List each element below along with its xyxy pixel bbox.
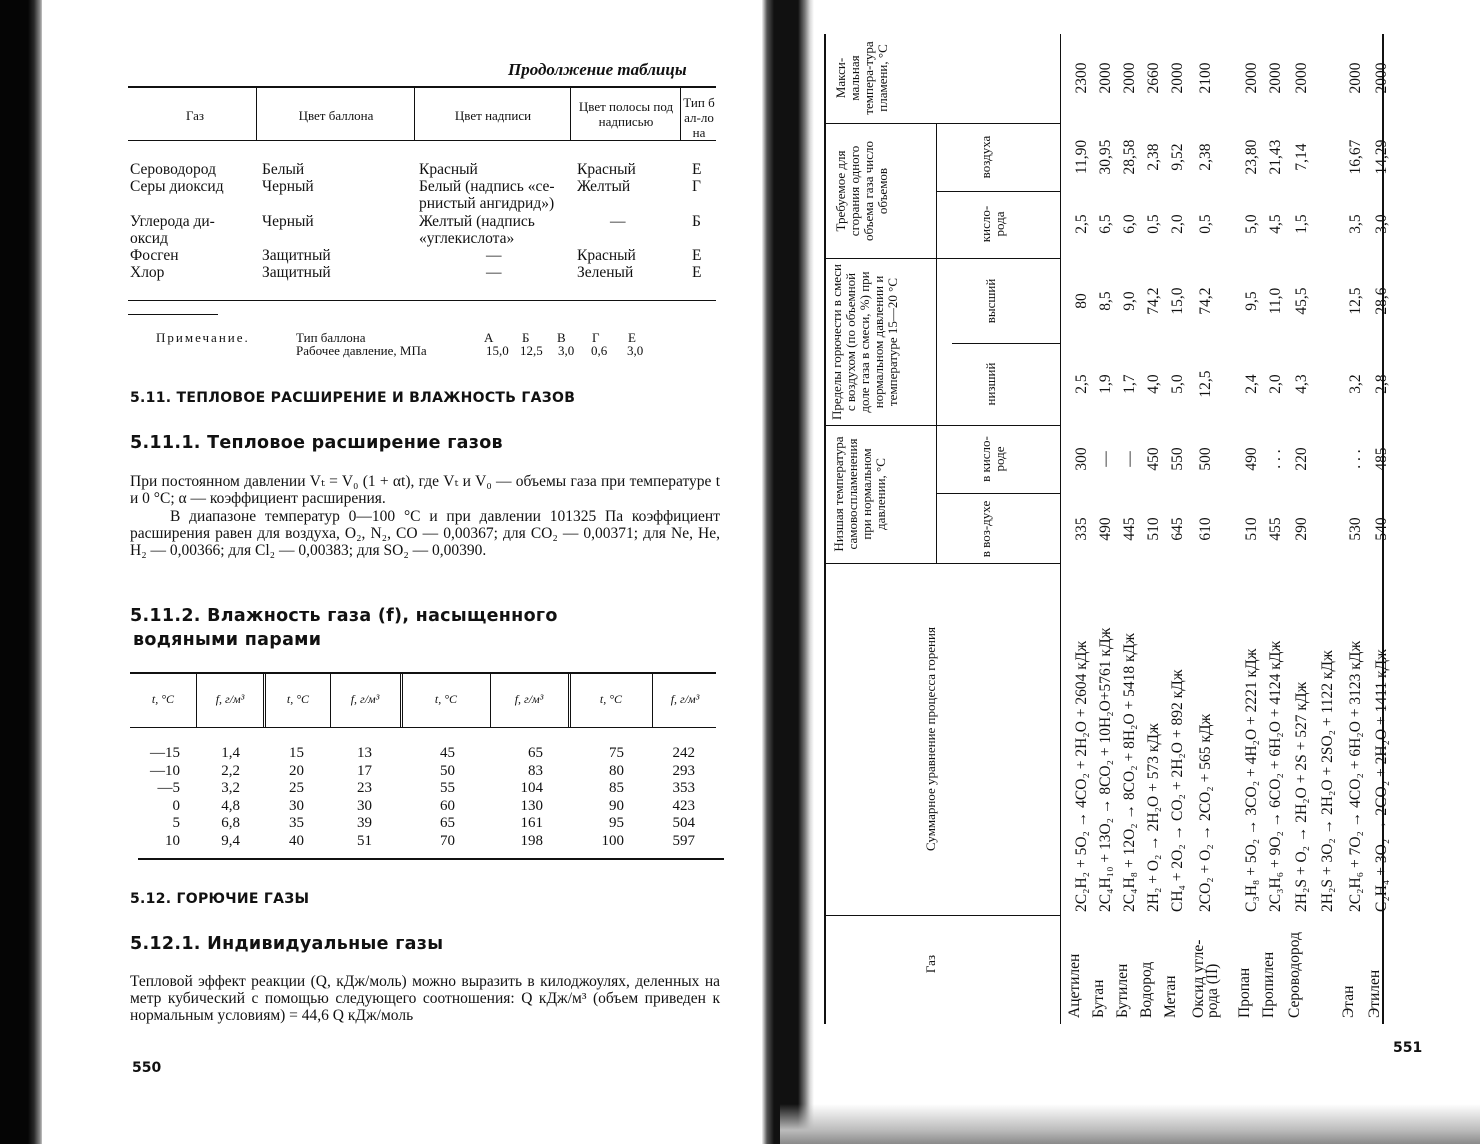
hum-cell: 39 [357,815,372,831]
header-required: Требуемое для сгорания одного объема газа число объемов [833,141,890,241]
gas-table-cell-eq: 2C₂H₆ + 7O₂ → 4CO₂ + 6H₂O + 3123 кДж [1347,640,1364,912]
gas-table-cell-ro: 6,0 [1121,214,1138,234]
header-cylinder-color: Цвет баллона [298,108,374,123]
cell-text-color: — [486,264,502,281]
gas-table-cell-ra: 23,80 [1243,139,1260,175]
gas-table-cell-ro: 2,5 [1073,214,1090,234]
gas-table-cell-lo: 4,0 [1145,374,1162,394]
gas-table-cell-gas: Пропан [1236,967,1253,1018]
gas-table-cell-ia: 455 [1267,517,1284,541]
table-rule-top [128,86,716,88]
table-col-divider [936,493,1060,494]
gas-table-cell-ra: 2,38 [1145,143,1162,171]
cell-cylinder-color: Черный [262,178,314,195]
hum-header: f, г/м³ [350,692,380,706]
hum-cell: 60 [440,797,455,814]
hum-cell: —5 [157,780,180,796]
hum-cell: 242 [672,745,695,761]
note-pressure: 15,0 [486,343,509,358]
gas-table-cell-gas: Пропилен [1260,951,1277,1018]
cell-gas: Фосген [130,247,179,264]
cell-cylinder-color: Черный [262,213,314,230]
gas-table-cell-ra: 14,29 [1373,139,1390,175]
cell-cylinder-color: Белый [262,161,305,178]
gas-table-cell-ra: 30,95 [1097,139,1114,175]
table-rule-header [128,140,716,141]
table-rule-bottom [128,300,716,301]
gas-table-cell-eq: 2H₂ + O₂ → 2H₂O + 573 кДж [1145,723,1162,912]
gas-table-cell-ro: 5,0 [1243,214,1260,234]
table-col-divider [680,88,681,140]
gas-table-cell-gas: Оксид угле-рода (II) [1190,939,1221,1018]
hum-cell: 9,4 [221,832,240,849]
gas-table-cell-fl: 2000 [1347,62,1364,94]
gas-table-cell-ra: 21,43 [1267,139,1284,175]
cell-type: Е [692,247,702,264]
note-pressure: 12,5 [520,343,543,358]
gas-table-cell-lo: 2,5 [1073,374,1090,394]
gas-table-cell-hi: 9,5 [1243,291,1260,311]
note-type: Г [592,330,600,345]
table-rule-top [130,672,716,674]
cell-gas: Хлор [130,264,165,281]
hum-header: f, г/м³ [514,692,544,706]
gas-table-cell-ia: 510 [1145,517,1162,541]
table-col-divider [824,123,1060,124]
gas-table-cell-fl: 2000 [1169,62,1186,94]
hum-cell: 65 [440,815,455,831]
hum-cell: 50 [440,762,455,779]
hum-cell: 15 [289,745,304,761]
table-subheader-rule [936,124,937,564]
gas-table-cell-ro: 2,0 [1169,214,1186,234]
section-heading: 5.12. ГОРЮЧИЕ ГАЗЫ [130,891,310,907]
gas-table-cell-lo: 5,0 [1169,374,1186,394]
hum-cell: 1,4 [221,745,240,761]
note-rule [128,314,218,315]
gas-table-cell-ra: 16,67 [1347,139,1364,175]
header-ignition: Низшая температура самовоспламенения при нормальном давлении, °С [831,436,888,552]
hum-cell: 25 [289,780,304,796]
hum-cell: —15 [150,745,180,761]
header-gas: Газ [185,108,205,123]
gas-table-cell-ia: 290 [1293,517,1310,541]
gas-table-cell-eq: 2CO₂ + O₂ → 2CO₂ + 565 кДж [1197,713,1214,912]
hum-cell: 23 [357,780,372,796]
gas-table-cell-ro: 1,5 [1293,214,1310,234]
hum-cell: 65 [528,745,543,761]
gas-table-cell-io: 485 [1373,447,1390,471]
gas-table-cell-ia: 540 [1373,517,1390,541]
cell-stripe-color: Красный [577,247,636,264]
hum-cell: 35 [289,815,304,831]
cell-text-color: — [486,247,502,264]
header-text-color: Цвет надписи [454,108,532,123]
hum-cell: 95 [609,815,624,831]
cell-gas: Серы диоксид [130,178,224,195]
gas-table-cell-fl: 2000 [1121,62,1138,94]
cell-stripe-color: — [610,213,626,230]
gas-table-cell-hi: 28,6 [1373,287,1390,315]
cell-stripe-color: Красный [577,161,636,178]
cell-type: Б [692,213,701,230]
gas-table-cell-eq: 2C₃H₆ + 9O₂ → 6CO₂ + 6H₂O + 4124 кДж [1267,640,1284,912]
header-ign-oxy: в кисло-роде [978,436,1007,482]
gas-table-cell-fl: 2000 [1293,62,1310,94]
gas-table-cell-lo: 2,8 [1373,374,1390,394]
header-flame: Макси-мальная темпера-тура пламени, °С [833,41,890,115]
gas-table-cell-lo: 4,3 [1293,374,1310,394]
gas-table-cell-ia: 645 [1169,517,1186,541]
gas-table-cell-lo: 1,7 [1121,374,1138,394]
header-equation: Суммарное уравнение процесса горения [923,627,938,851]
cell-type: Е [692,264,702,281]
gas-table-cell-eq: C₂H₄ + 3O₂ → 2CO₂ + 2H₂O + 1411 кДж [1373,649,1390,912]
hum-cell: 293 [672,762,695,779]
gas-table-cell-ro: 0,5 [1197,214,1214,234]
table-col-divider [824,425,1060,426]
note-pressure: 3,0 [627,343,644,358]
hum-cell: 90 [609,797,624,814]
hum-cell: 6,8 [221,815,240,831]
cell-text-color: Красный [419,161,478,178]
hum-cell: 353 [672,780,695,796]
cell-stripe-color: Зеленый [577,264,634,281]
hum-cell: 3,2 [221,780,240,796]
header-cylinder-type: Тип бал-лона [683,95,715,140]
header-stripe-color: Цвет полосы под надписью [578,99,674,129]
note-label: Примечание. [156,330,250,345]
gas-table-cell-eq: 2C₄H₈ + 12O₂ → 8CO₂ + 8H₂O + 5418 кДж [1121,633,1138,912]
hum-header: t, °С [286,692,310,706]
hum-cell: 161 [520,815,543,831]
gas-table-cell-lo: 1,9 [1097,374,1114,394]
note-type: Е [628,330,636,345]
continuation-title: Продолжение таблицы [508,60,687,79]
hum-header: f, г/м³ [215,692,245,706]
gas-table-cell-eq: C₃H₈ + 5O₂ → 3CO₂ + 4H₂O + 2221 кДж [1243,648,1260,912]
hum-cell: 85 [609,780,624,796]
gas-table-cell-ro: 3,5 [1347,214,1364,234]
combustible-gases-table [824,34,1414,1024]
header-lim-high: высший [983,278,998,324]
table-col-divider [936,191,1060,192]
hum-cell: 198 [520,832,543,849]
gas-table-cell-ro: 4,5 [1267,214,1284,234]
gas-table-cell-fl: 2000 [1243,62,1260,94]
gas-table-cell-fl: 2000 [1373,62,1390,94]
gas-table-cell-eq: 2C₄H₁₀ + 13O₂ → 8CO₂ + 10H₂O+5761 кДж [1097,627,1114,912]
gas-table-cell-gas: Метан [1162,975,1179,1018]
gas-table-cell-io: — [1121,451,1138,467]
hum-header: f, г/м³ [670,692,700,706]
hum-cell: 80 [609,762,624,779]
cell-stripe-color: Желтый [577,178,631,195]
gas-table-cell-io: . . . [1267,449,1284,469]
cell-type: Е [692,161,702,178]
hum-cell: 10 [165,832,180,849]
gas-table-cell-gas: Бутан [1090,979,1107,1018]
cell-cylinder-color: Защитный [262,247,331,264]
gas-table-cell-io: 450 [1145,447,1162,471]
hum-cell: 30 [357,797,372,814]
gas-table-cell-io: 300 [1073,447,1090,471]
gas-table-cell-eq: CH₄ + 2O₂ → CO₂ + 2H₂O + 892 кДж [1169,669,1186,912]
gas-table-cell-gas: Этан [1340,985,1357,1018]
gas-table-cell-ro: 0,5 [1145,214,1162,234]
table-col-divider [824,258,1060,259]
gas-table-cell-eq: 2H₂S + 3O₂ → 2H₂O + 2SO₂ + 1122 кДж [1319,650,1336,912]
gas-table-cell-ia: 490 [1097,517,1114,541]
gas-table-cell-ra: 11,90 [1073,139,1090,175]
header-ign-air: в воз-духе [978,500,993,558]
subsection-heading: 5.12.1. Индивидуальные газы [130,934,444,954]
hum-cell: 0 [172,797,180,814]
hum-cell: 51 [357,832,372,849]
subsection-heading: 5.11.2. Влажность газа (f), насыщенного [130,606,558,626]
hum-cell: 70 [440,832,455,849]
header-limits: Пределы горючести в смеси с воздухом (по объемной доле газа в смеси, %) при нормальном давлении и температуре 15—20 °С [829,263,900,421]
cell-type: Г [692,178,701,195]
gas-table-cell-ra: 9,52 [1169,143,1186,171]
cell-text-color: Желтый (надпись «углекислота» [419,213,535,247]
table-rule-header [1060,34,1061,1024]
gas-table-cell-eq: 2C₂H₂ + 5O₂ → 4CO₂ + 2H₂O + 2604 кДж [1073,640,1090,912]
page-number: 551 [1393,1040,1423,1056]
hum-cell: 30 [289,797,304,814]
header-req-air: воздуха [978,135,993,179]
gas-table-cell-io: 550 [1169,447,1186,471]
gas-table-cell-hi: 74,2 [1197,287,1214,315]
table-col-divider [570,88,571,140]
header-lim-low: низший [983,362,998,406]
gas-table-cell-lo: 3,2 [1347,374,1364,394]
hum-cell: 504 [672,815,695,831]
note-pressure: 3,0 [558,343,575,358]
gas-table-cell-io: . . . [1347,449,1364,469]
hum-header: t, °С [599,692,623,706]
table-rule-top [824,34,826,1024]
cell-gas: Сероводород [130,161,216,178]
book-gutter-shadow [762,0,814,1144]
note-type: Б [522,330,530,345]
note-row1-label: Тип баллона [296,330,366,345]
gas-table-cell-io: 500 [1197,447,1214,471]
table-col-divider [952,343,1060,344]
gas-table-cell-fl: 2300 [1073,62,1090,94]
gas-table-cell-hi: 8,5 [1097,291,1114,311]
gas-table-cell-lo: 2,0 [1267,374,1284,394]
gas-table-cell-gas: Сероводород [1286,932,1303,1018]
subsection-heading: 5.11.1. Тепловое расширение газов [130,433,503,453]
gas-table-cell-ra: 7,14 [1293,143,1310,171]
hum-header: t, °С [434,692,458,706]
gas-table-cell-ra: 28,58 [1121,139,1138,175]
gas-table-cell-ia: 610 [1197,517,1214,541]
gas-table-cell-fl: 2000 [1267,62,1284,94]
gas-table-cell-hi: 9,0 [1121,291,1138,311]
book-spine-shadow [0,0,42,1144]
gas-table-cell-gas: Этилен [1366,969,1383,1018]
gas-table-cell-fl: 2000 [1097,62,1114,94]
hum-cell: 75 [609,745,624,761]
paragraph: В диапазоне температур 0—100 °С и при давлении 101325 Па коэффициент расширения равен для воздуха, O₂, N₂, СО — 0,00367; для СО₂ — 0,00371; для Ne, Не, Н₂ — 0,00366; для Cl₂ — 0,00383; для SO₂ — 0,00390. [130,508,720,559]
gas-table-cell-gas: Водород [1138,961,1155,1018]
gas-table-cell-hi: 74,2 [1145,287,1162,315]
gas-table-cell-fl: 2660 [1145,62,1162,94]
table-col-divider [414,88,415,140]
paragraph: При постоянном давлении Vₜ = V₀ (1 + αt), где Vₜ и V₀ — объемы газа при температуре t и 0 °С; α — коэффициент расширения. [130,473,721,507]
note-pressure: 0,6 [591,343,608,358]
section-heading: 5.11. ТЕПЛОВОЕ РАСШИРЕНИЕ И ВЛАЖНОСТЬ ГАЗОВ [130,390,576,406]
gas-table-cell-io: 220 [1293,447,1310,471]
note-type: В [557,330,566,345]
table-col-divider [256,88,257,140]
gas-table-cell-ra: 2,38 [1197,143,1214,171]
hum-cell: 13 [357,745,372,761]
hum-cell: 423 [672,797,695,814]
gas-table-cell-eq: 2H₂S + O₂ → 2H₂O + 2S + 527 кДж [1293,681,1310,912]
hum-header: t, °С [151,692,175,706]
gas-table-cell-ia: 335 [1073,517,1090,541]
gas-table-cell-io: — [1097,451,1114,467]
cell-text-color: Белый (надпись «се-рнистый ангидрид») [419,178,555,212]
note-row2-label: Рабочее давление, МПа [296,343,427,358]
gas-table-cell-ia: 510 [1243,517,1260,541]
hum-cell: 20 [289,762,304,779]
hum-cell: 5 [172,815,180,831]
hum-cell: —10 [150,762,180,779]
gas-table-cell-hi: 80 [1073,293,1090,309]
hum-cell: 100 [601,832,624,849]
paragraph: Тепловой эффект реакции (Q, кДж/моль) можно выразить в килоджоулях, деленных на метр кубический с помощью следующего соотношения: Q кДж/м³ (объем приведен к нормальным условиям) = 44,6 Q кДж/моль [130,973,720,1024]
subsection-heading: водяными парами [133,630,322,650]
page-number: 550 [132,1060,162,1076]
cell-gas: Углерода ди-оксид [130,213,215,247]
header-req-oxy: кисло-рода [978,205,1007,243]
table-rule-header [130,727,716,728]
gas-table-cell-fl: 2100 [1197,62,1214,94]
hum-cell: 40 [289,832,304,849]
hum-cell: 4,8 [221,797,240,814]
hum-cell: 17 [357,762,372,779]
gas-table-cell-gas: Бутилен [1114,963,1131,1018]
gas-table-cell-ia: 445 [1121,517,1138,541]
header-gas: Газ [923,954,938,974]
table-col-divider [824,563,1060,564]
page-edge-shadow [780,1104,1480,1144]
hum-cell: 597 [672,832,695,849]
gas-table-cell-hi: 45,5 [1293,287,1310,315]
hum-cell: 2,2 [221,762,240,779]
gas-table-cell-hi: 12,5 [1347,287,1364,315]
hum-cell: 45 [440,745,455,761]
hum-cell: 55 [440,780,455,796]
gas-table-cell-ia: 530 [1347,517,1364,541]
gas-table-cell-io: 490 [1243,447,1260,471]
gas-table-cell-gas: Ацетилен [1066,953,1083,1018]
gas-table-cell-ro: 3,0 [1373,214,1390,234]
gas-table-cell-lo: 12,5 [1197,370,1214,398]
table-col-divider [824,915,1060,916]
note-type: А [484,330,494,345]
hum-cell: 83 [528,762,543,779]
hum-cell: 104 [520,780,543,796]
table-rule-bottom [138,858,724,860]
gas-table-cell-hi: 11,0 [1267,287,1284,315]
gas-table-cell-ro: 6,5 [1097,214,1114,234]
gas-table-cell-lo: 2,4 [1243,374,1260,394]
cell-cylinder-color: Защитный [262,264,331,281]
hum-cell: 130 [520,797,543,814]
gas-table-cell-hi: 15,0 [1169,287,1186,315]
